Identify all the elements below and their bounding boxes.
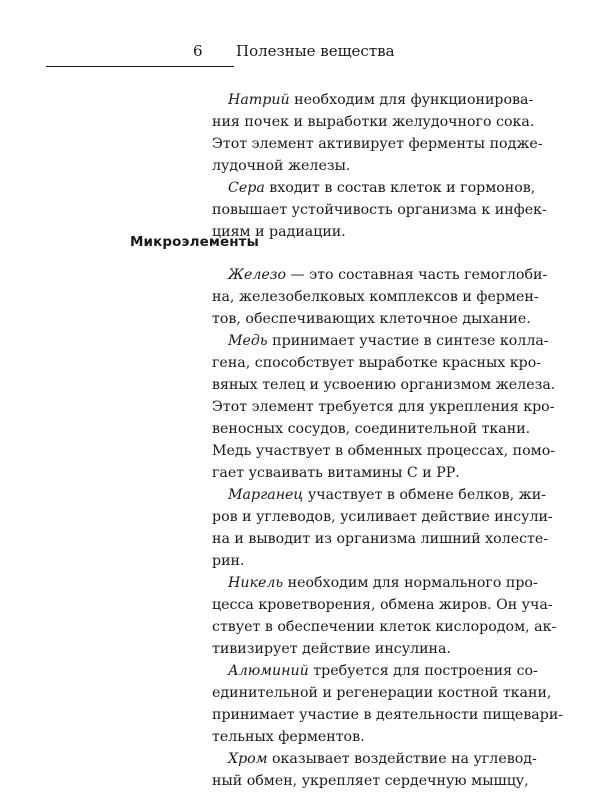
paragraph-line: циям и радиации.: [212, 224, 346, 240]
running-title: Полезные вещества: [236, 42, 395, 60]
paragraph-line: ров и углеводов, усиливает действие инсули-: [212, 509, 553, 525]
paragraph-line: Этот элемент активирует ферменты поджe-: [212, 136, 543, 152]
paragraph-line: рин.: [212, 553, 245, 569]
paragraph-line: веносных сосудов, соединительной ткани.: [212, 421, 531, 437]
paragraph-sodium-line: Натрий необходим для функционирова-: [228, 92, 534, 108]
term-copper: Медь: [228, 333, 268, 349]
running-header: [0, 36, 600, 76]
paragraph-line: тов, обеспечивающих клеточное дыхание.: [212, 311, 531, 327]
paragraph-iron-line: Железо — это составная часть гемоглоби-: [228, 267, 548, 283]
paragraph-line: тивизирует действие инсулина.: [212, 641, 451, 657]
paragraph-line: на и выводит из организма лишний холесте-: [212, 531, 549, 547]
term-sodium: Натрий: [228, 92, 290, 108]
paragraph-line: на, железобелковых комплексов и фермен-: [212, 289, 539, 305]
paragraph-line: ния почек и выработки желудочного сока.: [212, 114, 535, 130]
paragraph-line: ствует в обеспечении клеток кислородом, ак-: [212, 619, 557, 635]
page-number: 6: [193, 42, 203, 60]
paragraph-line: Медь участвует в обменных процессах, помо-: [212, 443, 556, 459]
term-manganese: Марганец: [228, 487, 304, 503]
paragraph-line: гает усваивать витамины С и РР.: [212, 465, 460, 481]
micro-text: [212, 264, 564, 792]
paragraph-line: ный обмен, укрепляет сердечную мышцу,: [212, 773, 529, 789]
term-nickel: Никель: [228, 575, 284, 591]
paragraph-line: Этот элемент требуется для укрепления кро-: [212, 399, 555, 415]
paragraph-copper-line: Медь принимает участие в синтезе колла-: [228, 333, 549, 349]
paragraph-line: единительной и регенерации костной ткани,: [212, 685, 552, 701]
paragraph-line: цесса кроветворения, обмена жиров. Он уча-: [212, 597, 553, 613]
paragraph-line: принимает участие в деятельности пищевари-: [212, 707, 564, 723]
paragraph-nickel-line: Никель необходим для нормального про-: [228, 575, 538, 591]
term-sulfur: Сера: [228, 180, 265, 196]
intro-text: [212, 89, 547, 243]
paragraph-line: лудочной железы.: [212, 158, 351, 174]
header-rule: [46, 66, 234, 67]
paragraph-line: повышает устойчивость организма к инфек-: [212, 202, 547, 218]
paragraph-sulfur-line: Сера входит в состав клеток и гормонов,: [228, 180, 536, 196]
paragraph-aluminum-line: Алюминий требуется для построения со-: [228, 663, 538, 679]
paragraph-chromium-line: Хром оказывает воздействие на углевод-: [228, 751, 537, 767]
paragraph-line: гена, способствует выработке красных кро-: [212, 355, 542, 371]
paragraph-line: вяных телец и усвоению организмом железа.: [212, 377, 556, 393]
paragraph-line: тельных ферментов.: [212, 729, 365, 745]
paragraph-manganese-line: Марганец участвует в обмене белков, жи-: [228, 487, 546, 503]
term-iron: Железо: [228, 267, 287, 283]
section-heading: Микроэлементы: [130, 234, 259, 250]
term-chromium: Хром: [228, 751, 268, 767]
term-aluminum: Алюминий: [228, 663, 309, 679]
